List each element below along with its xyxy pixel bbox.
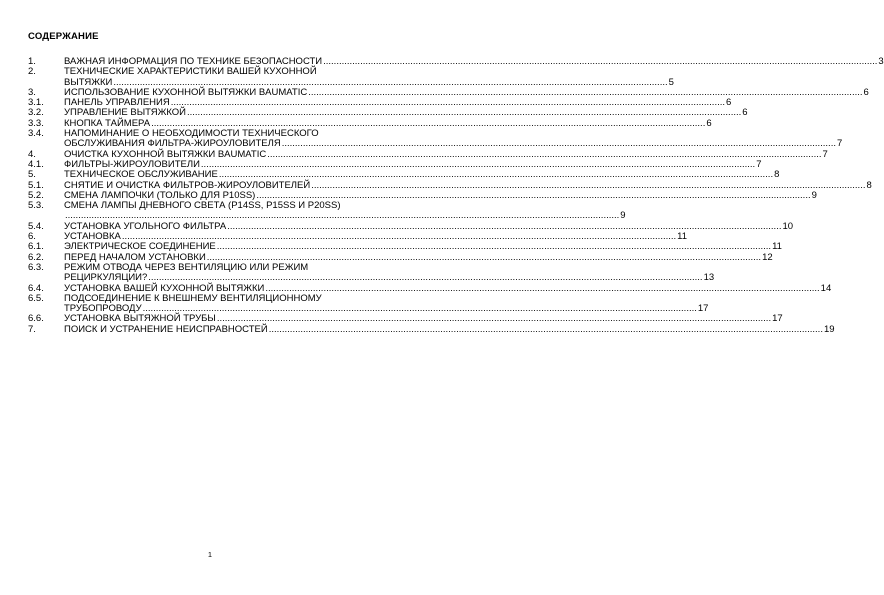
toc-entry-title: КНОПКА ТАЙМЕРА bbox=[64, 117, 151, 129]
toc-entry-page: 8 bbox=[866, 179, 872, 191]
toc-entry-number: 3.3. bbox=[28, 117, 44, 129]
toc-entry-title: ВАЖНАЯ ИНФОРМАЦИЯ ПО ТЕХНИКЕ БЕЗОПАСНОСТИ bbox=[64, 56, 323, 67]
toc-entry-title: ОБСЛУЖИВАНИЯ ФИЛЬТРА-ЖИРОУЛОВИТЕЛЯ bbox=[64, 138, 281, 150]
toc-entry-title: ТЕХНИЧЕСКИЕ ХАРАКТЕРИСТИКИ ВАШЕЙ КУХОННОЙ bbox=[64, 66, 317, 78]
toc-entry-page: 6 bbox=[726, 97, 732, 109]
toc-entry-page: 17 bbox=[772, 313, 783, 325]
toc-entry-title: ЭЛЕКТРИЧЕСКОЕ СОЕДИНЕНИЕ bbox=[64, 241, 216, 253]
toc-entry-page: 8 bbox=[774, 169, 780, 181]
toc-entry-title: ТЕХНИЧЕСКОЕ ОБСЛУЖИВАНИЕ bbox=[64, 169, 218, 181]
toc-entry-page: 7 bbox=[822, 148, 828, 160]
toc-entry[interactable] bbox=[28, 292, 709, 315]
toc-entry-page: 17 bbox=[697, 303, 709, 315]
toc-entry-title: СМЕНА ЛАМПОЧКИ (ТОЛЬКО ДЛЯ P10SS) bbox=[64, 189, 256, 201]
toc-entry-number: 7. bbox=[28, 323, 36, 335]
toc-entry-title: УСТАНОВКА УГОЛЬНОГО ФИЛЬТРА bbox=[64, 220, 227, 232]
toc-entry-page: 10 bbox=[782, 220, 794, 232]
dot-leader bbox=[269, 325, 823, 335]
page-number: 1 bbox=[207, 550, 213, 559]
toc-entry[interactable] bbox=[28, 200, 626, 222]
toc-entry-title: ОЧИСТКА КУХОННОЙ ВЫТЯЖКИ BAUMATIC bbox=[64, 148, 267, 160]
toc-entry[interactable] bbox=[28, 66, 674, 88]
dot-leader bbox=[323, 57, 877, 67]
toc-entry-page: 7 bbox=[756, 158, 762, 170]
toc-entry-number: 6.3. bbox=[28, 261, 44, 273]
dot-leader bbox=[148, 273, 702, 283]
toc-entry-page: 12 bbox=[762, 251, 773, 263]
toc-entry-number: 3. bbox=[28, 86, 36, 98]
toc-entry-title: СНЯТИЕ И ОЧИСТКА ФИЛЬТРОВ-ЖИРОУЛОВИТЕЛЕЙ bbox=[64, 179, 311, 191]
toc-entry-title: УСТАНОВКА bbox=[64, 231, 121, 243]
toc-entry-number: 6. bbox=[28, 231, 36, 243]
table-of-contents bbox=[28, 56, 884, 335]
toc-entry-number: 5.3. bbox=[28, 200, 44, 212]
toc-entry-page: 6 bbox=[863, 86, 869, 98]
toc-entry-title: ПОДСОЕДИНЕНИЕ К ВНЕШНЕМУ ВЕНТИЛЯЦИОННОМУ bbox=[64, 292, 322, 304]
toc-entry-title: ПОИСК И УСТРАНЕНИЕ НЕИСПРАВНОСТЕЙ bbox=[64, 323, 268, 335]
toc-entry-number: 6.1. bbox=[28, 241, 44, 253]
toc-entry[interactable] bbox=[28, 261, 715, 284]
toc-entry-page: 7 bbox=[836, 138, 843, 150]
toc-entry-title: СМЕНА ЛАМПЫ ДНЕВНОГО СВЕТА (P14SS, P15SS И P20SS) bbox=[64, 200, 341, 212]
toc-entry-page: 13 bbox=[703, 272, 715, 284]
page-title: СОДЕРЖАНИЕ bbox=[28, 31, 99, 42]
toc-entry[interactable] bbox=[28, 323, 835, 335]
toc-entry-page: 5 bbox=[668, 76, 674, 88]
toc-entry-page: 19 bbox=[823, 323, 835, 335]
toc-entry-number: 3.1. bbox=[28, 97, 44, 109]
dot-leader bbox=[265, 284, 819, 294]
toc-entry-number: 2. bbox=[28, 66, 36, 78]
toc-entry-title: ВЫТЯЖКИ bbox=[64, 76, 113, 88]
toc-entry-title: НАПОМИНАНИЕ О НЕОБХОДИМОСТИ ТЕХНИЧЕСКОГО bbox=[64, 128, 319, 140]
toc-entry-title: УПРАВЛЕНИЕ ВЫТЯЖКОЙ bbox=[64, 107, 186, 119]
toc-entry-number: 5.4. bbox=[28, 220, 44, 232]
toc-entry-number: 5.2. bbox=[28, 189, 44, 201]
toc-entry-title: ФИЛЬТРЫ-ЖИРОУЛОВИТЕЛИ bbox=[64, 158, 200, 170]
toc-entry-number: 4.1. bbox=[28, 158, 44, 170]
toc-entry-number: 3.2. bbox=[28, 107, 44, 119]
toc-entry-number: 6.6. bbox=[28, 313, 44, 325]
toc-entry-page: 9 bbox=[620, 210, 626, 222]
toc-entry-title: РЕЦИРКУЛЯЦИИ? bbox=[64, 272, 148, 284]
toc-entry-title: ПАНЕЛЬ УПРАВЛЕНИЯ bbox=[64, 97, 170, 109]
toc-entry-number: 6.2. bbox=[28, 251, 44, 263]
toc-entry-number: 5.1. bbox=[28, 179, 44, 191]
toc-entry-page: 14 bbox=[820, 282, 832, 294]
toc-entry-title: ПЕРЕД НАЧАЛОМ УСТАНОВКИ bbox=[64, 251, 206, 263]
toc-entry-number: 6.4. bbox=[28, 282, 44, 294]
toc-entry-title: ИСПОЛЬЗОВАНИЕ КУХОННОЙ ВЫТЯЖКИ BAUMATIC bbox=[64, 86, 308, 98]
toc-entry-number: 3.4. bbox=[28, 128, 44, 140]
toc-entry-number: 4. bbox=[28, 148, 36, 160]
toc-entry-page: 9 bbox=[811, 189, 817, 201]
toc-entry-title: ТРУБОПРОВОДУ bbox=[64, 303, 142, 315]
toc-entry-title: РЕЖИМ ОТВОДА ЧЕРЕЗ ВЕНТИЛЯЦИЮ ИЛИ РЕЖИМ bbox=[64, 261, 309, 273]
toc-entry-title: УСТАНОВКА ВАШЕЙ КУХОННОЙ ВЫТЯЖКИ bbox=[64, 282, 265, 294]
toc-entry-page: 6 bbox=[742, 107, 748, 119]
toc-entry-number: 1. bbox=[28, 56, 36, 67]
toc-entry-page: 11 bbox=[677, 231, 688, 243]
toc-entry-page: 3 bbox=[878, 56, 884, 67]
toc-entry[interactable] bbox=[28, 128, 843, 150]
toc-entry-title: УСТАНОВКА ВЫТЯЖНОЙ ТРУБЫ bbox=[64, 313, 216, 325]
toc-entry-number: 5. bbox=[28, 169, 36, 181]
toc-entry-page: 6 bbox=[706, 117, 712, 129]
toc-entry-number: 6.5. bbox=[28, 292, 44, 304]
toc-entry-page: 11 bbox=[772, 241, 782, 253]
